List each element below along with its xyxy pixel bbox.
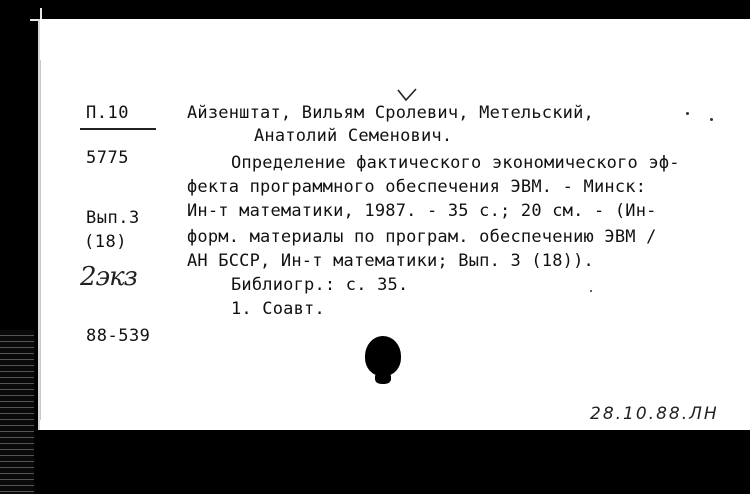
- handwritten-check-mark: [397, 88, 417, 102]
- entry-line-tracing: 1. Соавт.: [231, 299, 325, 319]
- entry-line-coauthor: Анатолий Семенович.: [254, 126, 453, 146]
- call-number-underline: [80, 128, 156, 130]
- entry-line-series-cont: АН БССР, Ин-т математики; Вып. 3 (18)).: [187, 251, 594, 271]
- issue-label: Вып.3: [86, 208, 140, 228]
- entry-line-authors: Айзенштат, Вильям Сролевич, Метельский,: [187, 103, 594, 123]
- ink-blot: [365, 336, 401, 376]
- ink-speck: [590, 290, 592, 292]
- entry-line-series: форм. материалы по програм. обеспечению ЭВМ /: [187, 227, 657, 247]
- handwritten-date: 28.10.88.ЛН: [590, 404, 719, 424]
- scan-edge-noise: [0, 330, 34, 494]
- ink-speck: [686, 112, 689, 115]
- entry-line-imprint: Ин-т математики, 1987. - 35 с.; 20 см. - (Ин-: [187, 201, 657, 221]
- handwritten-copies-mark: 2экз: [80, 262, 137, 292]
- entry-line-title-cont: фекта программного обеспечения ЭВМ. - Минск:: [187, 177, 647, 197]
- entry-line-title: Определение фактического экономического эф-: [231, 153, 680, 173]
- inventory-number: 88-539: [86, 326, 151, 346]
- ink-speck: [710, 118, 713, 121]
- issue-number: (18): [84, 232, 127, 252]
- accession-number: 5775: [86, 148, 129, 168]
- card-left-rule: [40, 60, 41, 420]
- call-number: П.10: [86, 103, 129, 123]
- entry-line-bibliography: Библиогр.: с. 35.: [231, 275, 409, 295]
